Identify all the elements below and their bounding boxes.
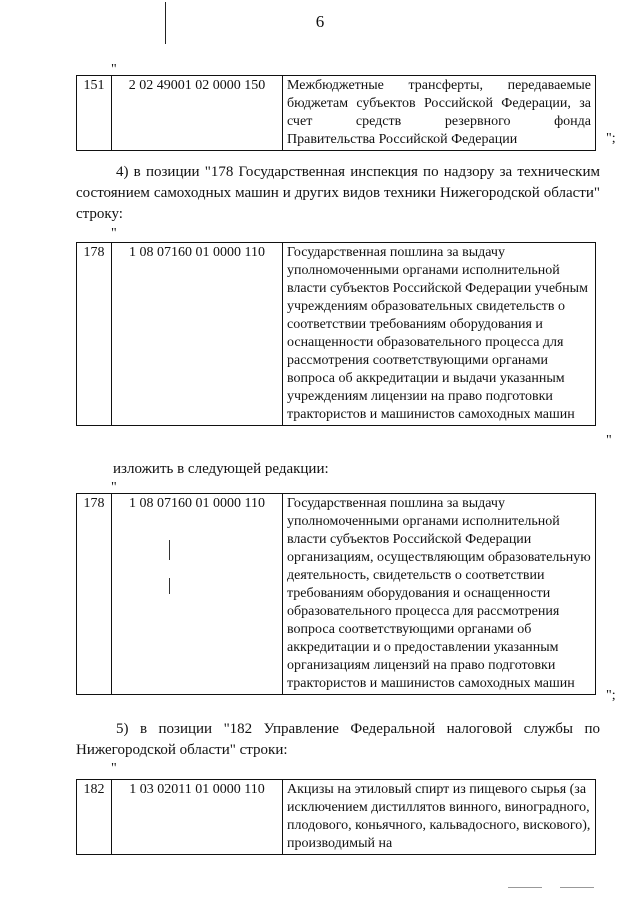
scan-artifact-line [169, 540, 170, 560]
paragraph-item-4: 4) в позиции "178 Государственная инспекция по надзору за техническим состоянием самоходных машин и других видов техники Нижегородской области" строку: [76, 164, 600, 222]
row-code: 1 03 02011 01 0000 110 [112, 780, 283, 855]
row-text: Государственная пошлина за выдачу уполномоченными органами исполнительной власти субъектов Российской Федерации учебным учреждениям образовательных свидетельств о соответствии требованиям оборудования и оснащенности образовательного процесса для рассмотрения соответствующими органами вопроса об аккредитации и выдачи указанным учреждениям лицензии на право подготовки трактористов и машинистов самоходных машин [283, 243, 596, 426]
row-text-main: Межбюджетные трансферты, передаваемые бюджетам субъектов Российской Федерации, за счет средств резервного фонда [287, 78, 591, 129]
table-row-151 [76, 75, 596, 151]
row-code: 2 02 49001 02 0000 150 [112, 76, 283, 151]
footer-mark [560, 887, 594, 888]
closing-quote: " [606, 433, 612, 448]
opening-quote: " [111, 226, 117, 241]
row-number: 178 [77, 494, 112, 695]
row-text-last: Правительства Российской Федерации [287, 132, 518, 147]
row-code: 1 08 07160 01 0000 110 [112, 494, 283, 695]
closing-quote-semicolon: "; [606, 688, 616, 703]
scan-artifact-line [169, 578, 170, 594]
footer-mark [508, 887, 542, 888]
row-text [283, 76, 596, 151]
table-row-178-new [76, 493, 596, 695]
closing-quote-semicolon: "; [606, 131, 616, 146]
paragraph-redaction: изложить в следующей редакции: [113, 461, 329, 477]
opening-quote: " [111, 761, 117, 776]
row-text: Акцизы на этиловый спирт из пищевого сырья (за исключением дистиллятов винного, виноградного, плодового, коньячного, кальвадосного, вискового), производимый на [283, 780, 596, 855]
page-number: 6 [315, 12, 325, 31]
row-number: 151 [77, 76, 112, 151]
table-row-182 [76, 779, 596, 855]
opening-quote: " [111, 62, 117, 77]
table-row-178-old [76, 242, 596, 426]
row-number: 178 [77, 243, 112, 426]
row-text: Государственная пошлина за выдачу уполномоченными органами исполнительной власти субъектов Российской Федерации организациям, осуществляющим образовательную деятельность, свидетельств о соответствии требованиям оборудования и оснащенности образовательного процесса для рассмотрения вопроса соответствующими органами об аккредитации и о предоставлении указанным организациям лицензий на право подготовки трактористов и машинистов самоходных машин [283, 494, 596, 695]
row-code: 1 08 07160 01 0000 110 [112, 243, 283, 426]
paragraph-item-5: 5) в позиции "182 Управление Федеральной налоговой службы по Нижегородской области" строки: [76, 721, 600, 758]
opening-quote: " [111, 480, 117, 495]
row-number: 182 [77, 780, 112, 855]
